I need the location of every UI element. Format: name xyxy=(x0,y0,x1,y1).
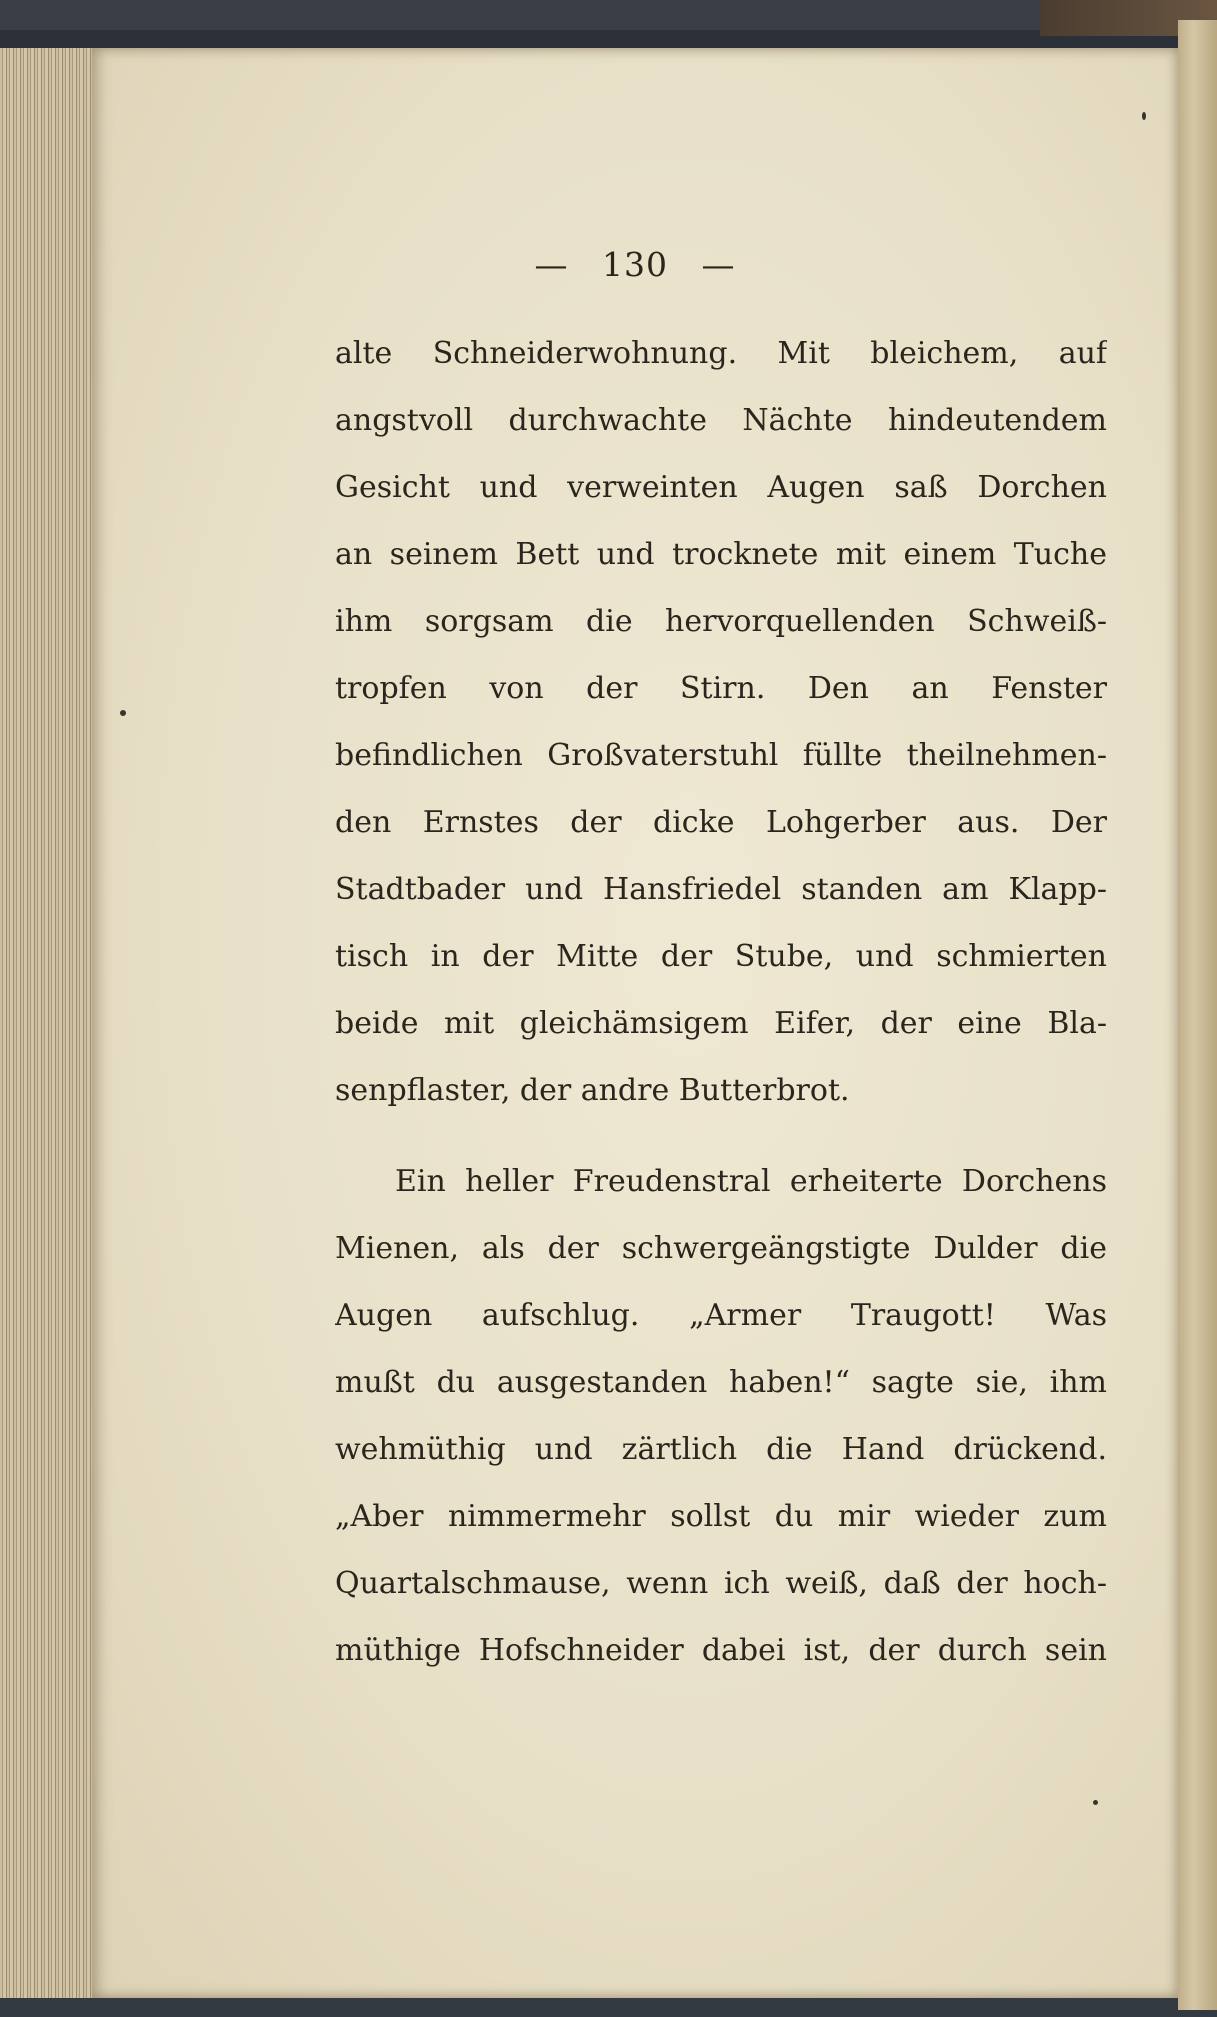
text-line: „Aber nimmermehr sollst du mir wieder zum xyxy=(335,1499,1107,1534)
text-line: den Ernstes der dicke Lohgerber aus. Der xyxy=(335,805,1107,840)
text-line: ihm sorgsam die hervorquellenden Schweiß- xyxy=(335,604,1107,639)
right-page-edge xyxy=(1178,20,1217,2010)
text-line: müthige Hofschneider dabei ist, der durch sein xyxy=(335,1633,1107,1668)
body-text xyxy=(335,320,1107,1684)
paper-speck xyxy=(1093,1800,1098,1805)
text-line: Quartalschmause, wenn ich weiß, daß der hoch- xyxy=(335,1566,1107,1601)
page-header xyxy=(92,245,1178,284)
text-line: Mienen, als der schwergeängstigte Dulder die xyxy=(335,1231,1107,1266)
paper-speck xyxy=(120,710,126,716)
text-line: Stadtbader und Hansfriedel standen am Klapp- xyxy=(335,872,1107,907)
text-line: angstvoll durchwachte Nächte hindeutendem xyxy=(335,403,1107,438)
paper-speck xyxy=(1142,112,1146,120)
text-line: Ein heller Freudenstral erheiterte Dorchens xyxy=(395,1164,1107,1199)
text-line: senpflaster, der andre Butterbrot. xyxy=(335,1073,850,1108)
paragraph xyxy=(335,320,1107,1124)
text-line: tropfen von der Stirn. Den an Fenster xyxy=(335,671,1107,706)
text-line: Gesicht und verweinten Augen saß Dorchen xyxy=(335,470,1107,505)
text-line: alte Schneiderwohnung. Mit bleichem, auf xyxy=(335,336,1107,371)
scanner-top-band xyxy=(0,0,1217,30)
text-line: Augen aufschlug. „Armer Traugott! Was xyxy=(335,1298,1107,1333)
paragraph-gap xyxy=(335,1124,1107,1148)
text-line: an seinem Bett und trocknete mit einem Tuche xyxy=(335,537,1107,572)
text-line: beide mit gleichämsigem Eifer, der eine Bla- xyxy=(335,1006,1107,1041)
text-line: mußt du ausgestanden haben!“ sagte sie, ihm xyxy=(335,1365,1107,1400)
text-line: befindlichen Großvaterstuhl füllte theilnehmen- xyxy=(335,738,1107,773)
header-dash-left: — xyxy=(534,245,569,284)
text-line: wehmüthig und zärtlich die Hand drückend. xyxy=(335,1432,1107,1467)
paragraph xyxy=(335,1148,1107,1684)
header-dash-right: — xyxy=(701,245,736,284)
stacked-page-edges xyxy=(0,48,97,1998)
page-number: 130 xyxy=(602,245,668,284)
text-line: tisch in der Mitte der Stube, und schmierten xyxy=(335,939,1107,974)
